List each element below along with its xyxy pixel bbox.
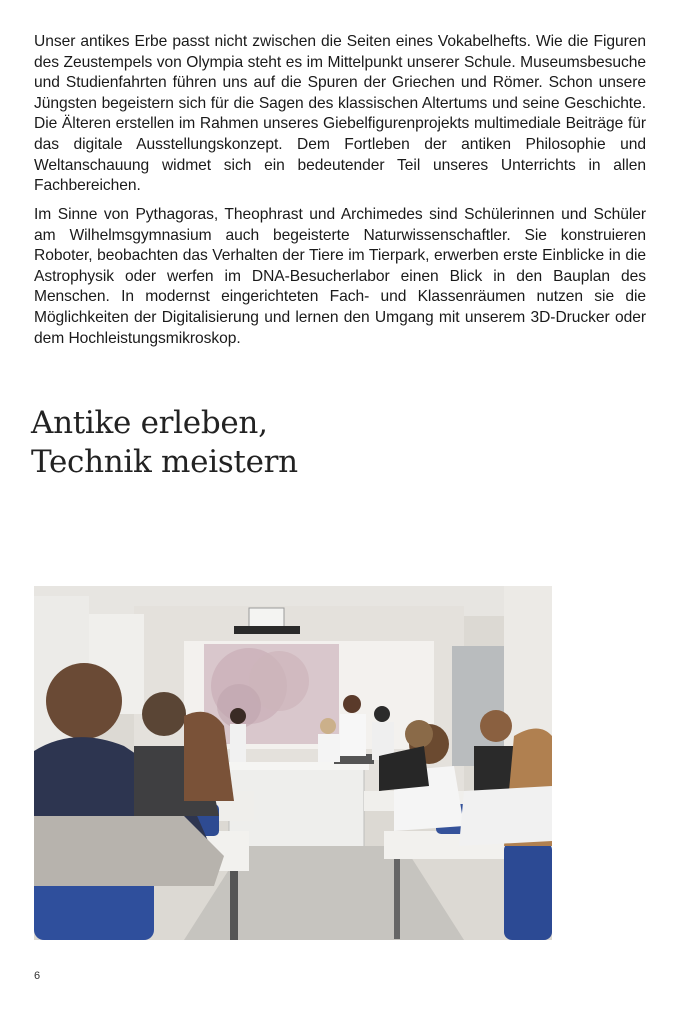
classroom-photo: [34, 586, 552, 940]
heading-line-1: Antike erleben,: [31, 405, 268, 441]
classroom-illustration: [34, 586, 552, 940]
body-paragraph-1: Unser antikes Erbe passt nicht zwischen die Seiten eines Vokabelhefts. Wie die Figuren des Zeustempels von Olympia steht es im Mittelpunkt unserer Schule. Museumsbesuche und Studienfahrten führen uns auf die Spuren der Griechen und Römer. Schon unsere Jüngsten begeistern sich für die Sagen des klassischen Altertums und seine Geschichte. Die Älteren erstellen im Rahmen unseres Giebelfigurenprojekts multimediale Beiträge für das digitale Ausstellungskonzept. Dem Fortleben der antiken Philosophie und Weltanschauung widmet sich ein bedeutender Teil unseres Unterrichts in allen Fachbereichen.: [34, 33, 646, 195]
heading-line-2: Technik meistern: [31, 444, 298, 480]
section-heading: [31, 404, 298, 482]
page-number: 6: [34, 970, 41, 982]
body-paragraph-2: Im Sinne von Pythagoras, Theophrast und Archimedes sind Schülerinnen und Schüler am Wilhelmsgymnasium auch begeisterte Naturwissenschaftler. Sie konstruieren Roboter, beobachten das Verhalten der Tiere im Tierpark, erwerben erste Einblicke in die Astrophysik oder werfen im DNA-Besucherlabor einen Blick in den Bauplan des Menschen. In modernst eingerichteten Fach- und Klassenräumen nutzen sie die Möglichkeiten der Digitalisierung und lernen den Umgang mit unserem 3D-Drucker oder dem Hochleistungsmikroskop.: [34, 206, 646, 347]
